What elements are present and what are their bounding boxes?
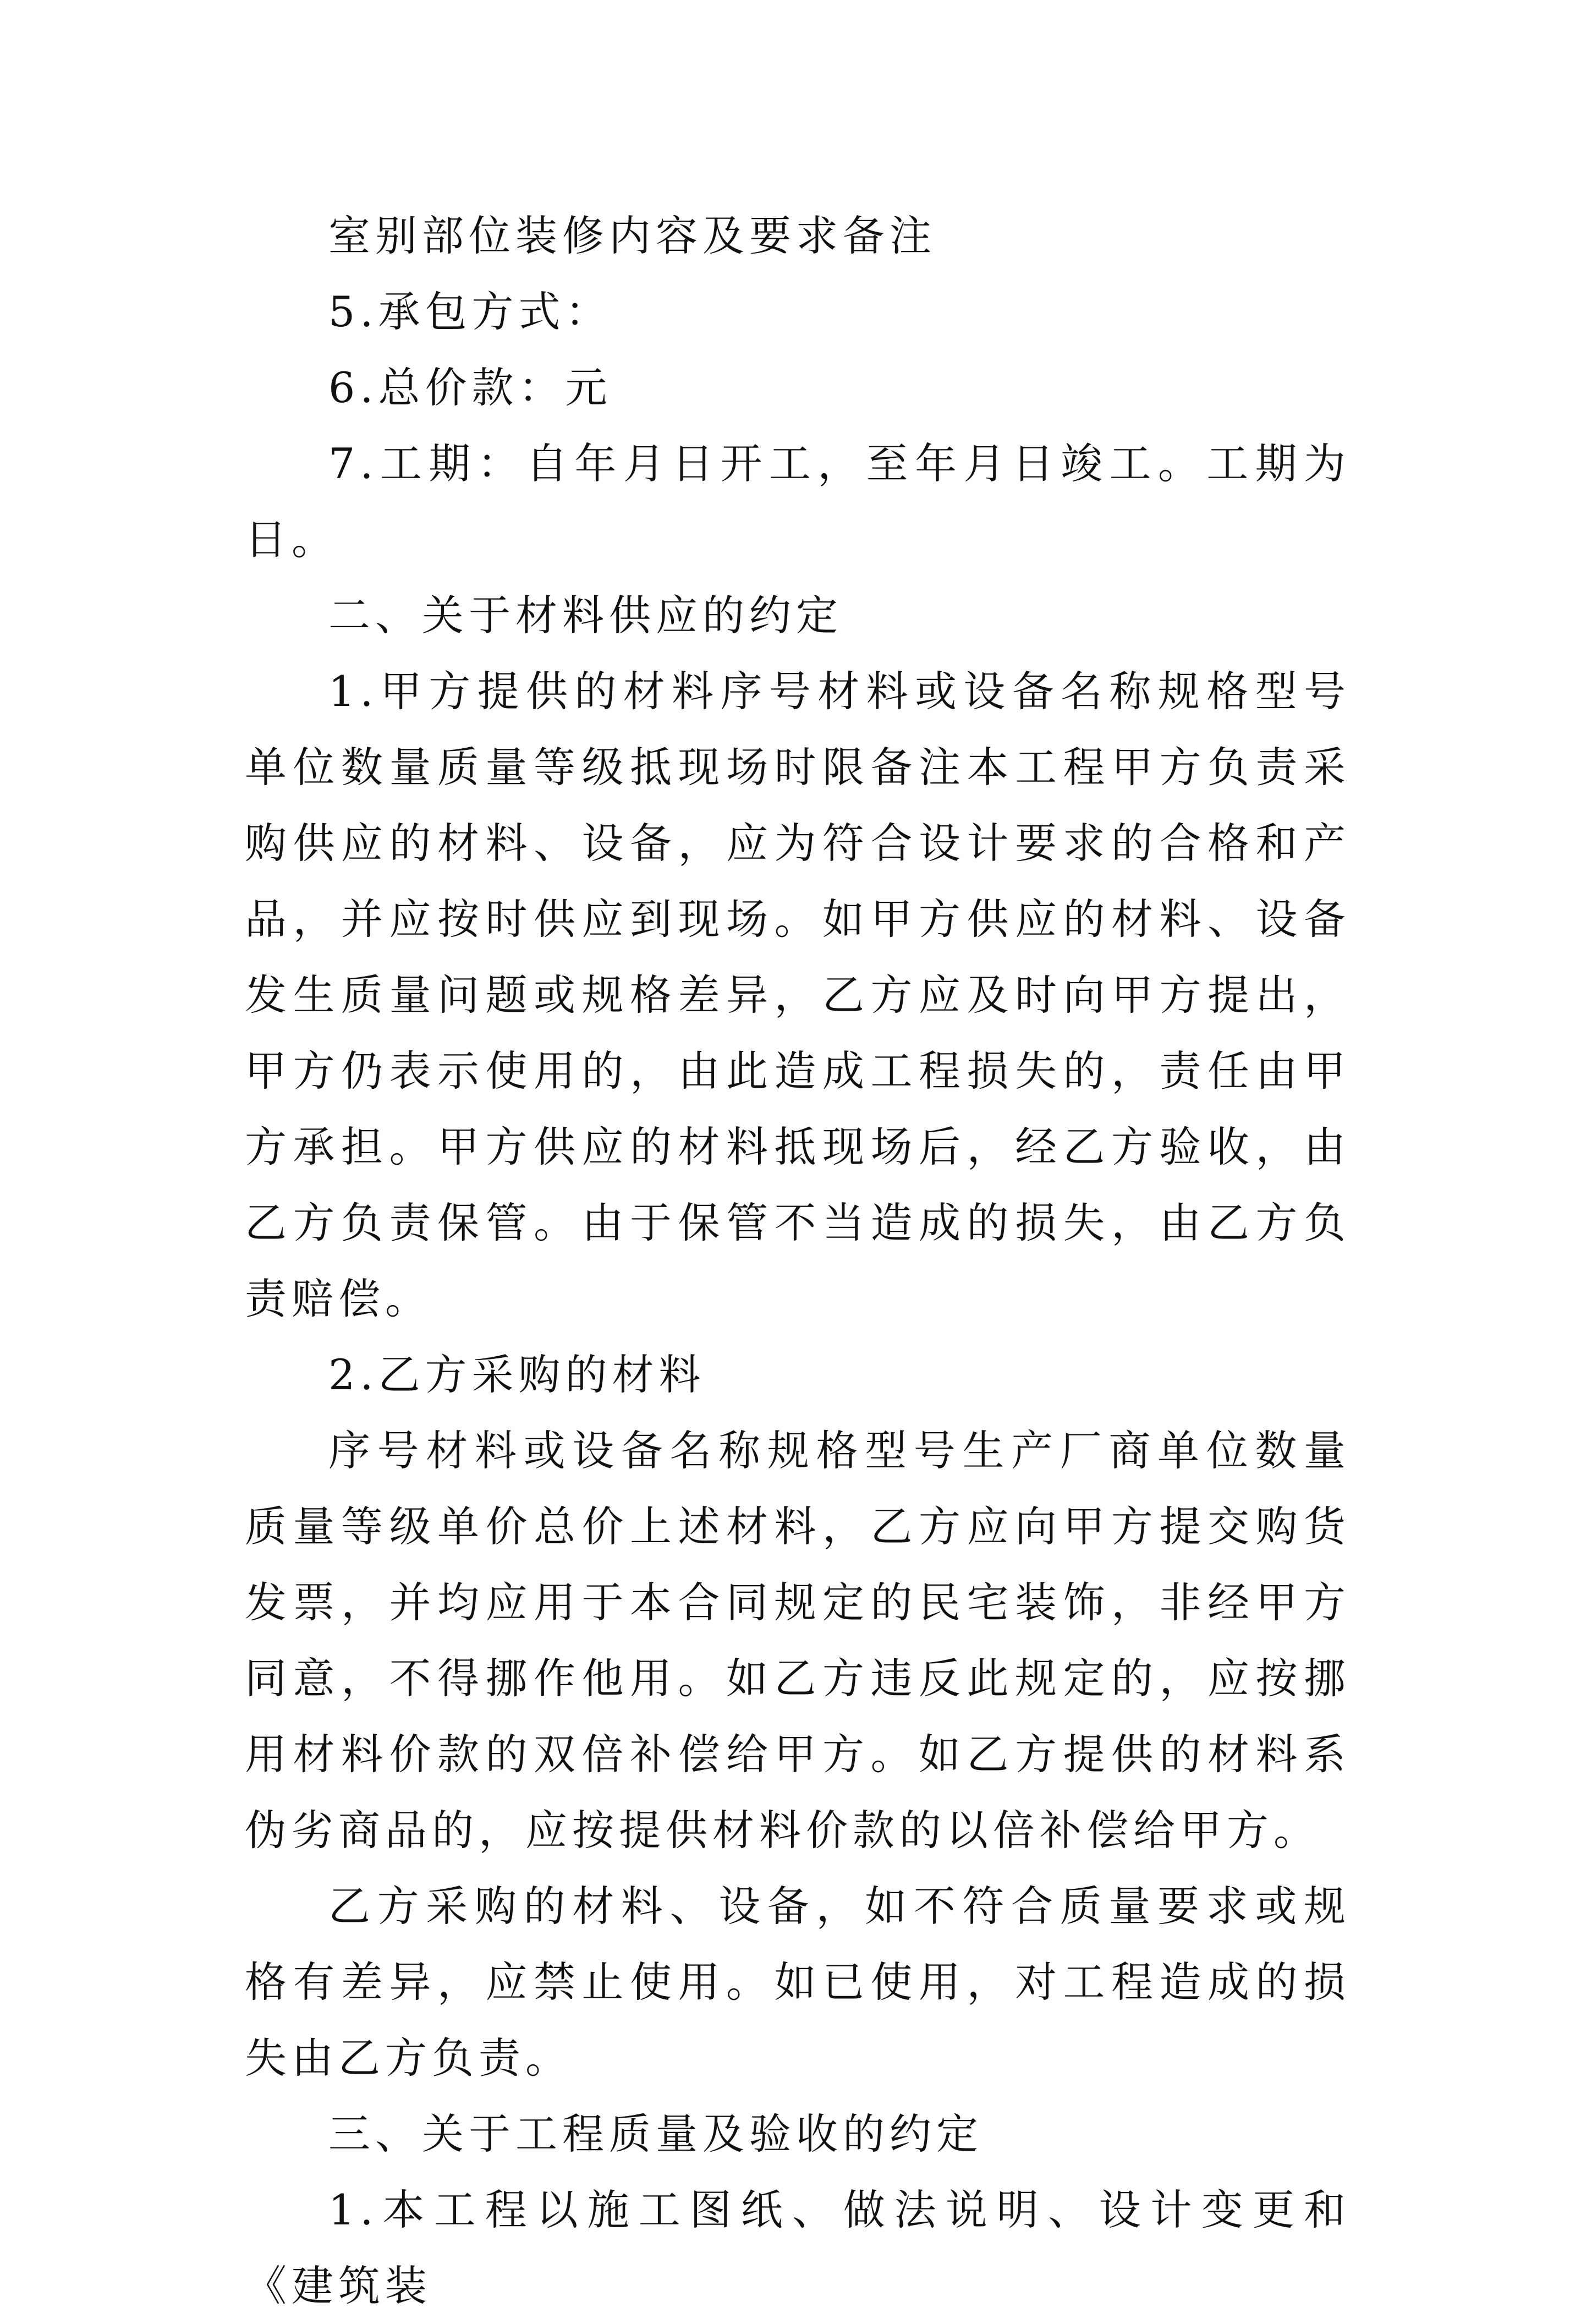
quality-standard-paragraph: 1.本工程以施工图纸、做法说明、设计变更和《建筑装 [245, 2185, 1351, 2310]
party-b-quality-paragraph: 乙方采购的材料、设备，如不符合质量要求或规格有差异，应禁止使用。如已使用，对工程造成的损失由乙方负责。 [245, 1882, 1351, 2082]
contract-method-line: 5.承包方式： [328, 287, 612, 336]
total-price-line: 6.总价款：元 [328, 363, 612, 412]
document-body [245, 198, 1351, 2324]
party-a-materials-paragraph: 1.甲方提供的材料序号材料或设备名称规格型号单位数量质量等级抵现场时限备注本工程甲方负责采购供应的材料、设备，应为符合设计要求的合格和产品，并应按时供应到现场。如甲方供应的材料、设备发生质量问题或规格差异，乙方应及时向甲方提出，甲方仍表示使用的，由此造成工程损失的，责任由甲方承担。甲方供应的材料抵现场后，经乙方验收，由乙方负责保管。由于保管不当造成的损失，由乙方负责赔偿。 [245, 667, 1351, 1323]
quality-acceptance-heading: 三、关于工程质量及验收的约定 [328, 2109, 983, 2158]
construction-period-line: 7.工期：自年月日开工，至年月日竣工。工期为日。 [245, 439, 1351, 564]
room-table-header-line: 室别部位装修内容及要求备注 [328, 211, 936, 260]
party-b-materials-heading: 2.乙方采购的材料 [328, 1350, 706, 1399]
material-supply-heading: 二、关于材料供应的约定 [328, 591, 843, 640]
party-b-materials-paragraph: 序号材料或设备名称规格型号生产厂商单位数量质量等级单价总价上述材料，乙方应向甲方提交购货发票，并均应用于本合同规定的民宅装饰，非经甲方同意，不得挪作他用。如乙方违反此规定的，应按挪用材料价款的双倍补偿给甲方。如乙方提供的材料系伪劣商品的，应按提供材料价款的以倍补偿给甲方。 [245, 1426, 1351, 1855]
